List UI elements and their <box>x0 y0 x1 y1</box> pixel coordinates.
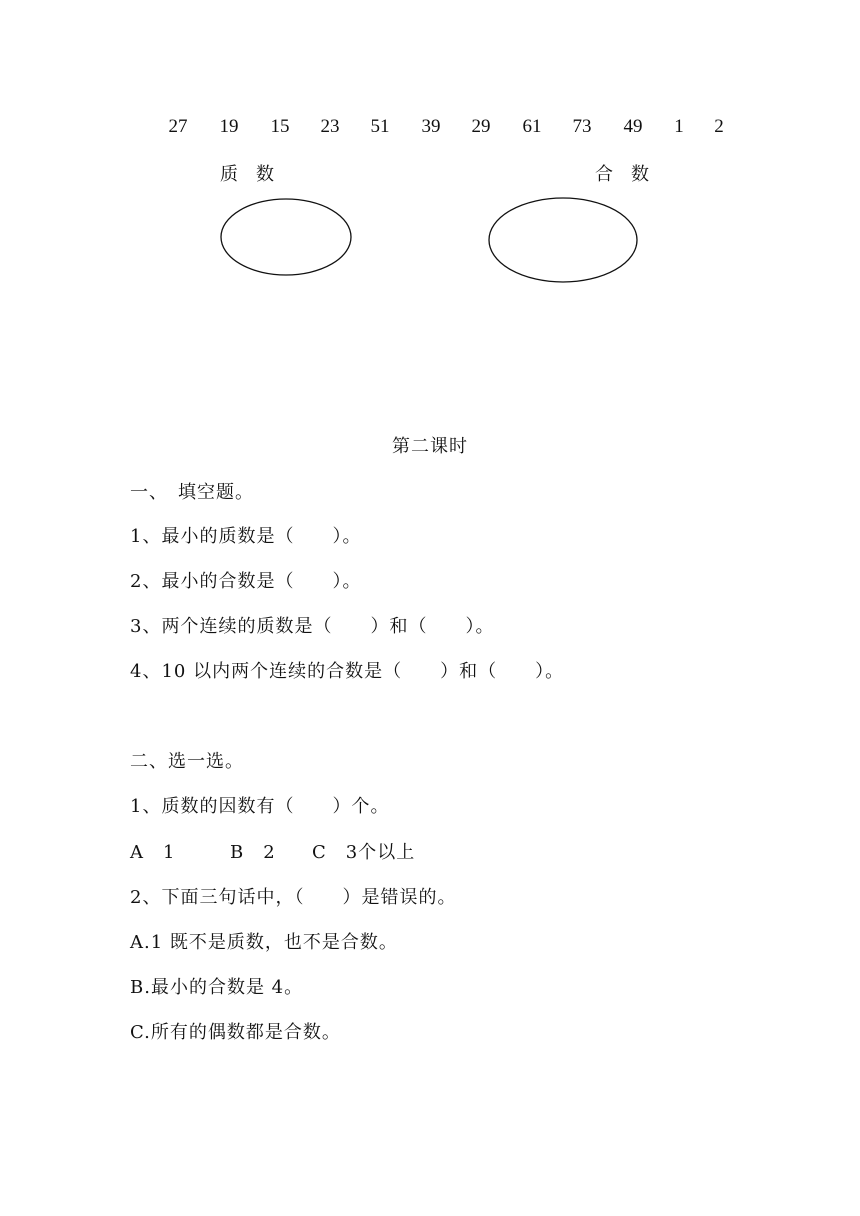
question-item: 3、两个连续的质数是（ ）和（ ）。 <box>130 616 495 637</box>
number-item: 1 <box>674 116 684 137</box>
lesson-title: 第二课时 <box>392 436 468 457</box>
number-item: 61 <box>522 116 542 137</box>
option-a: A 1 <box>130 842 176 863</box>
number-item: 19 <box>219 116 239 137</box>
number-item: 2 <box>714 116 724 137</box>
prime-oval <box>221 199 351 275</box>
section-heading: 二、选一选。 <box>130 751 244 772</box>
number-item: 73 <box>572 116 592 137</box>
number-item: 51 <box>370 116 390 137</box>
number-item: 39 <box>421 116 441 137</box>
question-item: 2、最小的合数是（ ）。 <box>130 571 362 592</box>
number-item: 23 <box>320 116 340 137</box>
question-item: 1、质数的因数有（ ）个。 <box>130 796 390 817</box>
number-item: 27 <box>168 116 188 137</box>
question-item: 4、10 以内两个连续的合数是（ ）和（ ）。 <box>130 661 565 682</box>
number-item: 49 <box>623 116 643 137</box>
number-item: 15 <box>270 116 290 137</box>
question-item: 2、下面三句话中，（ ）是错误的。 <box>130 887 457 908</box>
section-heading: 一、 填空题。 <box>130 482 254 503</box>
option-statement: A.1 既不是质数，也不是合数。 <box>130 932 398 953</box>
composite-oval <box>489 198 637 282</box>
question-item: 1、最小的质数是（ ）。 <box>130 526 362 547</box>
composite-label: 合 数 <box>595 164 649 185</box>
number-item: 29 <box>471 116 491 137</box>
option-statement: C.所有的偶数都是合数。 <box>130 1022 341 1043</box>
prime-label: 质 数 <box>220 164 274 185</box>
option-b: B 2 <box>230 842 276 863</box>
option-statement: B.最小的合数是 4。 <box>130 977 304 998</box>
sorting-ovals <box>0 0 860 300</box>
option-c: C 3个以上 <box>312 842 416 863</box>
